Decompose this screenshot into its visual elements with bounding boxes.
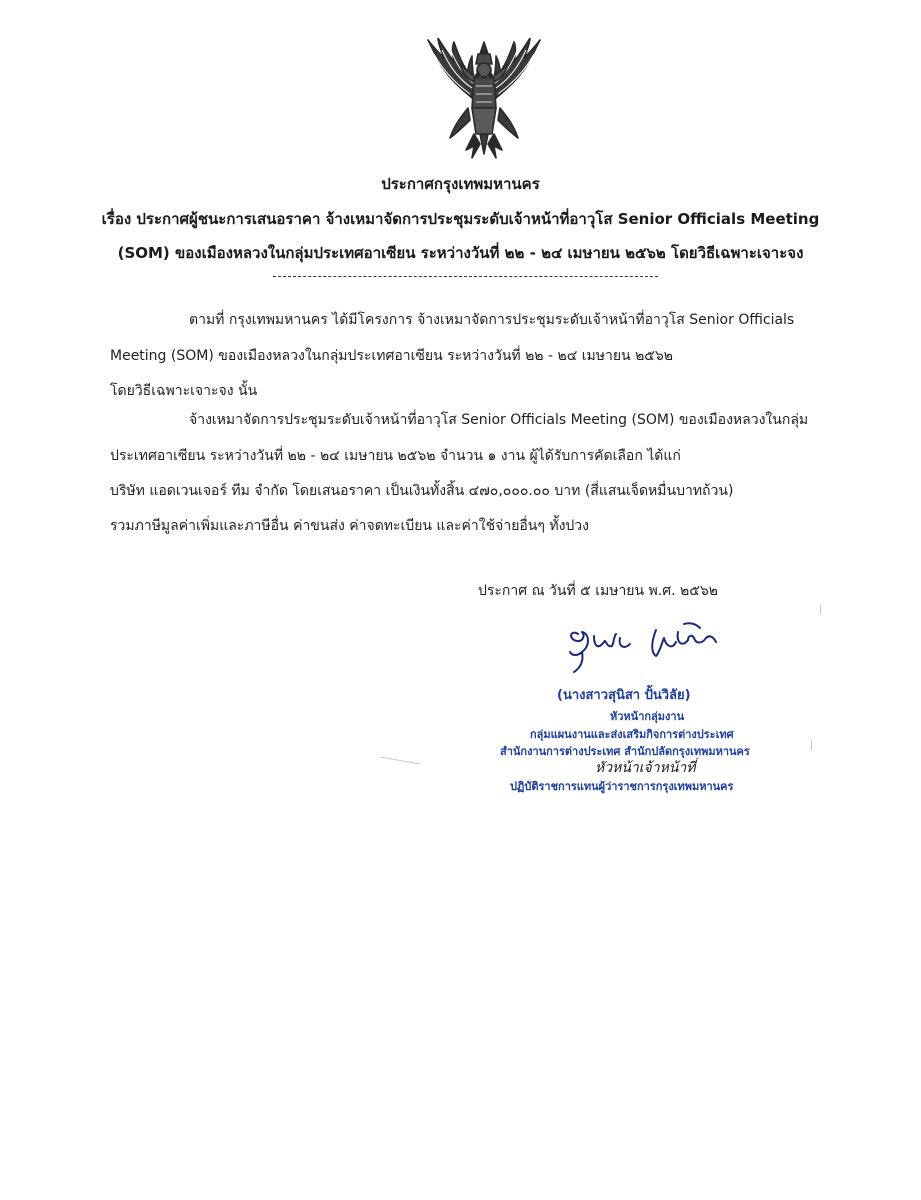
scan-speck	[380, 757, 420, 765]
issuer-title: ประกาศกรุงเทพมหานคร	[381, 175, 540, 193]
subject-line-2: (SOM) ของเมืองหลวงในกลุ่มประเทศอาเซียน ระหว่างวันที่ ๒๒ - ๒๔ เมษายน ๒๕๖๒ โดยวิธีเฉพาะเจาะจง	[117, 244, 804, 262]
announcement-date: ประกาศ ณ วันที่ ๕ เมษายน พ.ศ. ๒๕๖๒	[478, 583, 718, 599]
paragraph-2-line-3: บริษัท แอดเวนเจอร์ ทีม จำกัด โดยเสนอราคา เป็นเงินทั้งสิ้น ๔๗๐,๐๐๐.๐๐ บาท (สี่แสนเจ็ดหมื่นบาทถ้วน)	[110, 483, 734, 499]
subject-line-1: เรื่อง ประกาศผู้ชนะการเสนอราคา จ้างเหมาจัดการประชุมระดับเจ้าหน้าที่อาวุโส Senior Officials Meeting	[101, 210, 820, 228]
scan-speck	[811, 740, 812, 750]
handwritten-signature	[560, 612, 770, 674]
paragraph-2-line-2: ประเทศอาเซียน ระหว่างวันที่ ๒๒ - ๒๔ เมษายน ๒๕๖๒ จำนวน ๑ งาน ผู้ได้รับการคัดเลือก ได้แก่	[110, 448, 681, 464]
signatory-position-3: สำนักงานการต่างประเทศ สำนักปลัดกรุงเทพมหานคร	[500, 745, 750, 758]
garuda-emblem-icon	[420, 38, 548, 160]
paragraph-1-line-1: ตามที่ กรุงเทพมหานคร ได้มีโครงการ จ้างเหมาจัดการประชุมระดับเจ้าหน้าที่อาวุโส Senior Officials	[189, 312, 795, 328]
paragraph-1-line-2: Meeting (SOM) ของเมืองหลวงในกลุ่มประเทศอาเซียน ระหว่างวันที่ ๒๒ - ๒๔ เมษายน ๒๕๖๒	[110, 348, 674, 364]
signatory-name: (นางสาวสุนิสา ปั้นวิลัย)	[557, 688, 691, 703]
paragraph-1-line-3: โดยวิธีเฉพาะเจาะจง นั้น	[110, 383, 258, 399]
signatory-position-2: กลุ่มแผนงานและส่งเสริมกิจการต่างประเทศ	[530, 728, 734, 741]
signatory-position-1: หัวหน้ากลุ่มงาน	[610, 710, 685, 723]
signatory-position-4: หัวหน้าเจ้าหน้าที่	[595, 760, 696, 776]
section-divider	[273, 276, 658, 277]
scan-speck	[820, 605, 821, 615]
signatory-position-5: ปฏิบัติราชการแทนผู้ว่าราชการกรุงเทพมหานคร	[510, 780, 734, 793]
paragraph-2-line-1: จ้างเหมาจัดการประชุมระดับเจ้าหน้าที่อาวุโส Senior Officials Meeting (SOM) ของเมืองหลวงในกลุ่ม	[189, 412, 809, 428]
paragraph-2-line-4: รวมภาษีมูลค่าเพิ่มและภาษีอื่น ค่าขนส่ง ค่าจดทะเบียน และค่าใช้จ่ายอื่นๆ ทั้งปวง	[110, 518, 589, 534]
